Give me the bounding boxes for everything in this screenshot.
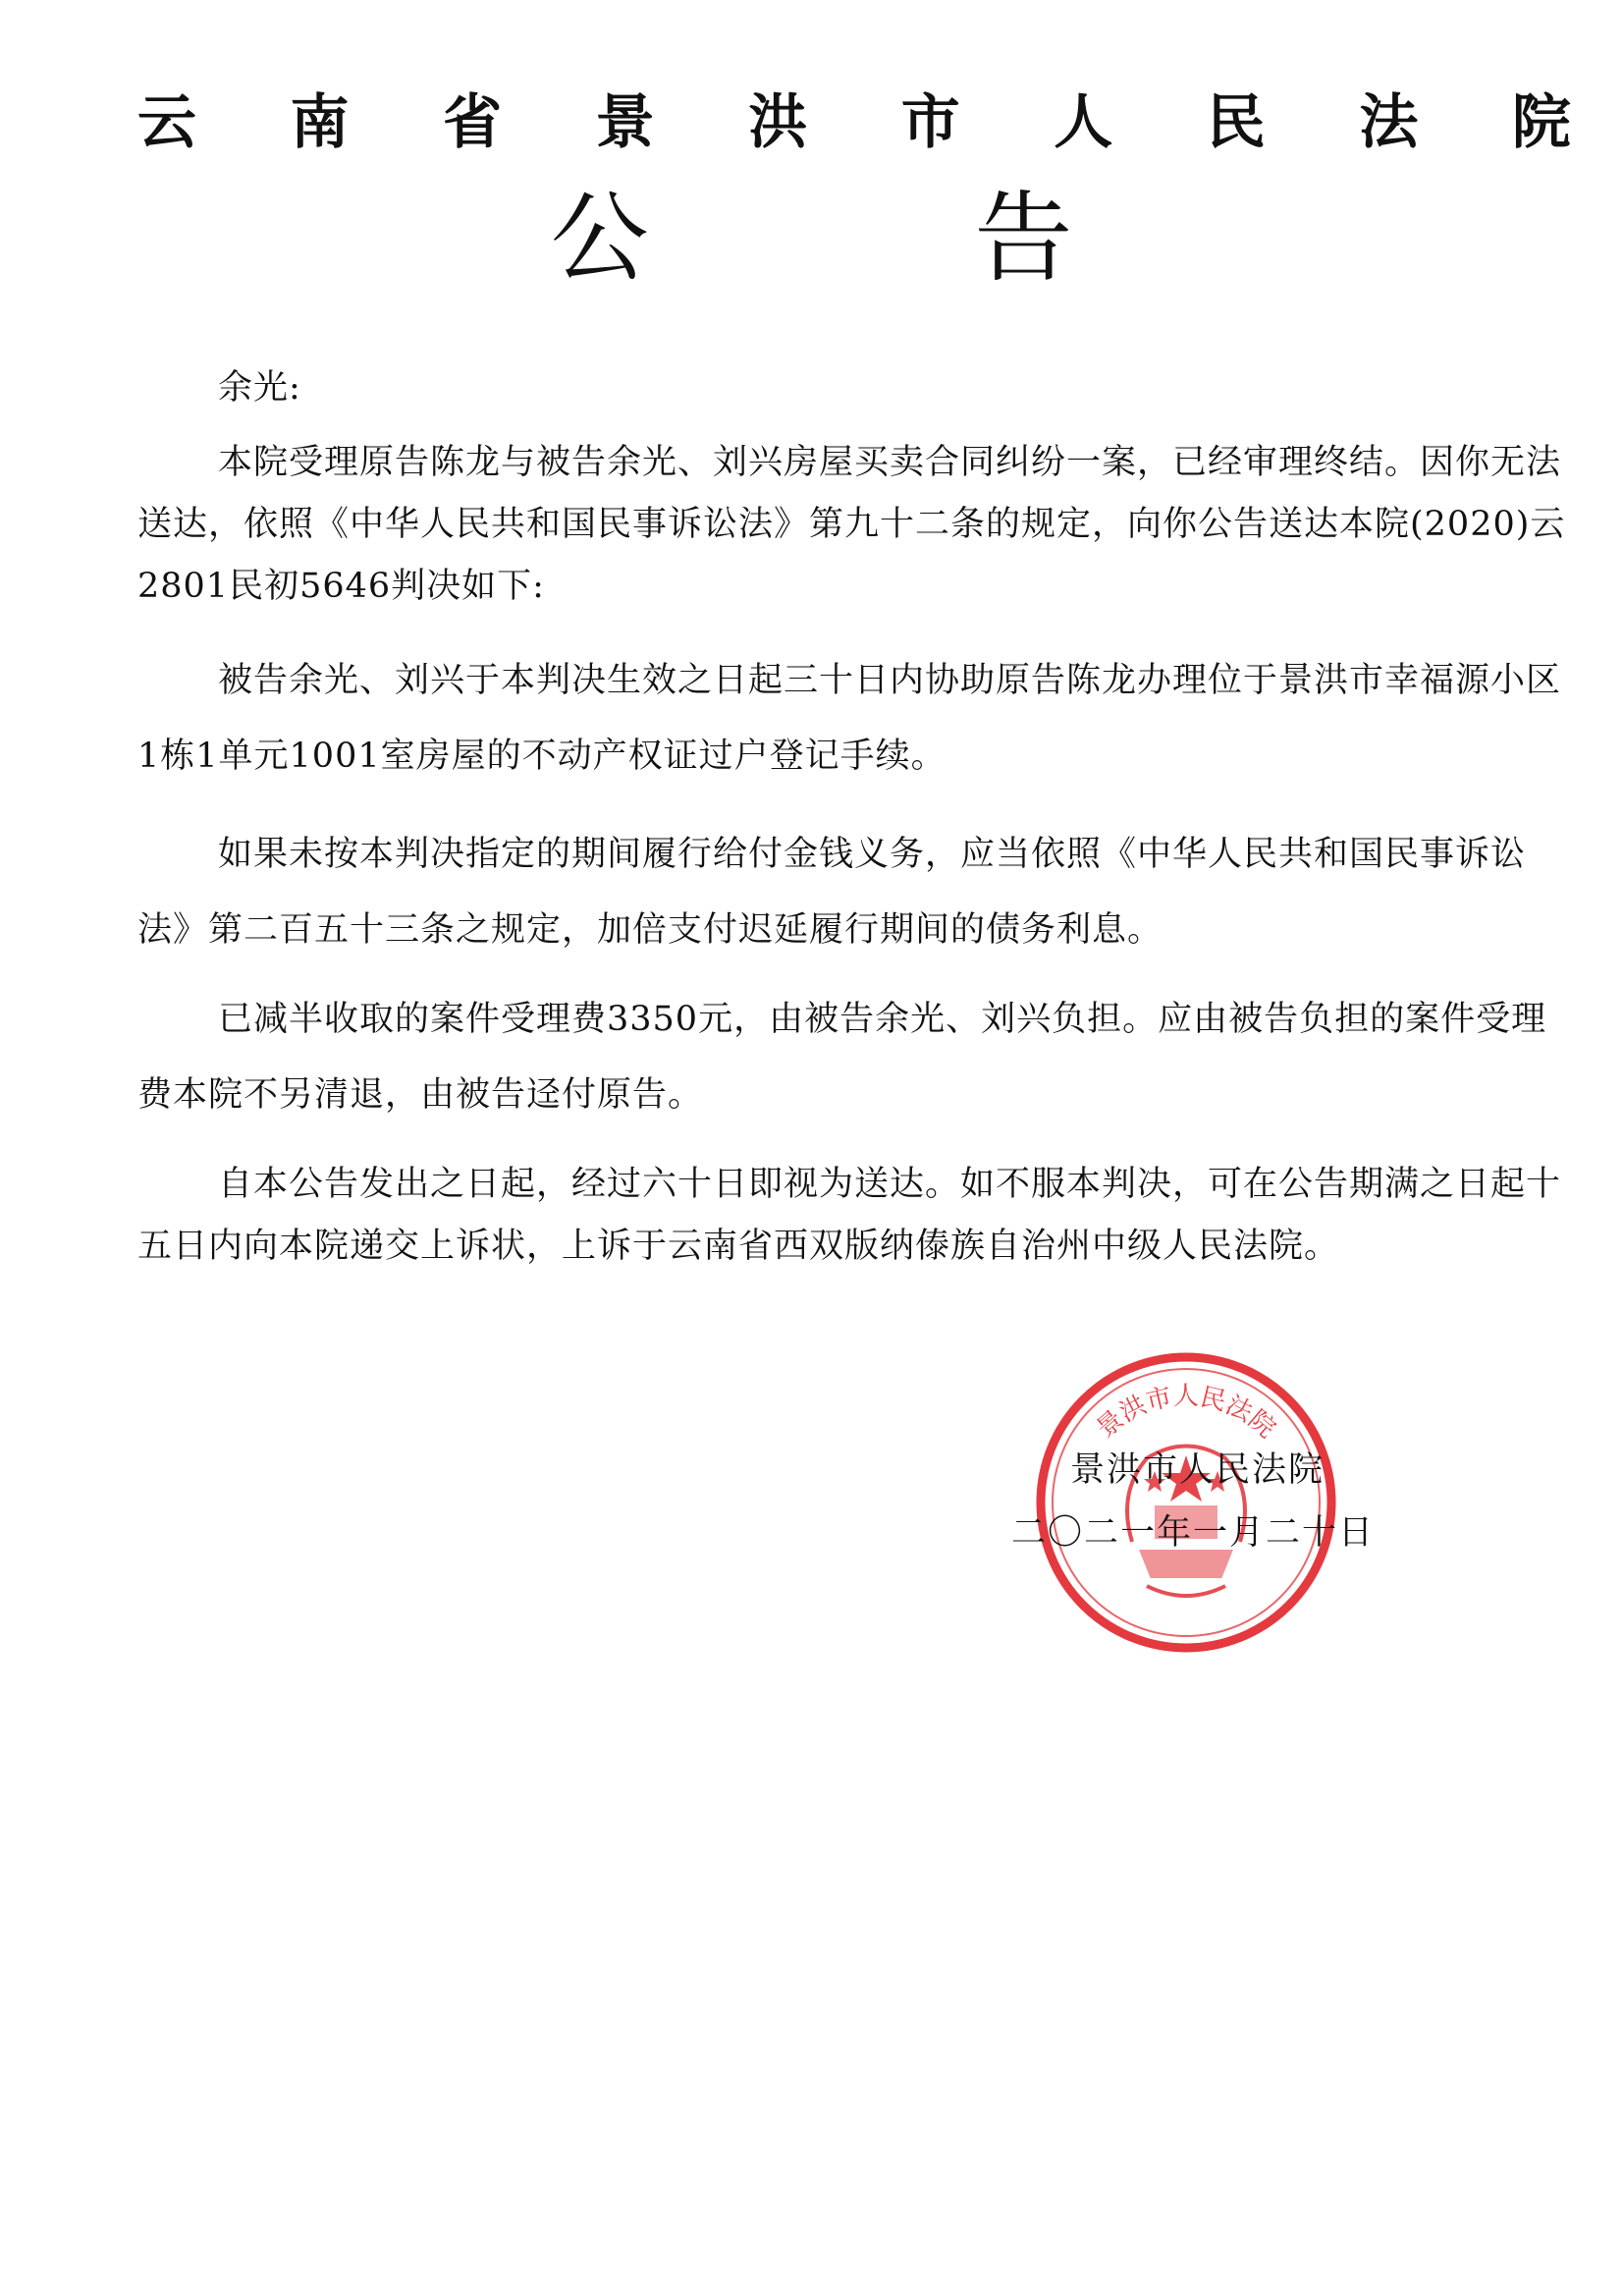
paragraph-text: 自本公告发出之日起，经过六十日即视为送达。如不服本判决，可在公告期满之日起十五日内向本院递交上诉状，上诉于云南省西双版纳傣族自治州中级人民法院。 <box>137 1165 1562 1266</box>
court-header-char: 省 <box>443 88 503 157</box>
paragraph-fees <box>137 982 1571 1133</box>
paragraph-text: 被告余光、刘兴于本判决生效之日起三十日内协助原告陈龙办理位于景洪市幸福源小区1栋1单元1001室房屋的不动产权证过户登记手续。 <box>137 661 1562 776</box>
paragraph-text: 如果未按本判决指定的期间履行给付金钱义务，应当依照《中华人民共和国民事诉讼法》第二百五十三条之规定，加倍支付迟延履行期间的债务利息。 <box>137 835 1527 950</box>
addressee: 余光: <box>218 368 301 408</box>
signature-court: 景洪市人民法院 <box>1070 1450 1325 1490</box>
court-header-char: 人 <box>1054 88 1113 157</box>
notice-title: 公 告 <box>550 181 1220 296</box>
paragraph-judgment <box>137 643 1571 794</box>
paragraph-service <box>137 1154 1571 1278</box>
court-header-char: 洪 <box>748 88 808 157</box>
court-header-char: 市 <box>900 88 960 157</box>
court-header-char: 法 <box>1359 88 1419 157</box>
seal-arc-label: 景洪市人民法院 <box>1091 1382 1281 1445</box>
court-header-char: 民 <box>1206 88 1266 157</box>
seal-arc-text <box>1091 1382 1280 1444</box>
signature-block <box>1011 1439 1424 1564</box>
court-header-char: 景 <box>595 88 655 157</box>
court-header <box>137 83 1571 162</box>
paragraph-late-interest <box>137 817 1571 968</box>
paragraph-text: 已减半收取的案件受理费3350元，由被告余光、刘兴负担。应由被告负担的案件受理费本院不另清退，由被告迳付原告。 <box>137 1000 1547 1115</box>
court-header-char: 南 <box>290 88 350 157</box>
court-header-char: 院 <box>1511 88 1571 157</box>
paragraph-intro <box>137 432 1571 618</box>
court-header-char: 云 <box>137 88 196 157</box>
signature-date: 二〇二一年一月二十日 <box>1011 1513 1376 1553</box>
paragraph-text: 本院受理原告陈龙与被告余光、刘兴房屋买卖合同纠纷一案，已经审理终结。因你无法送达，依照《中华人民共和国民事诉讼法》第九十二条的规定，向你公告送达本院(2020)云2801民初5646判决如下: <box>137 443 1566 606</box>
